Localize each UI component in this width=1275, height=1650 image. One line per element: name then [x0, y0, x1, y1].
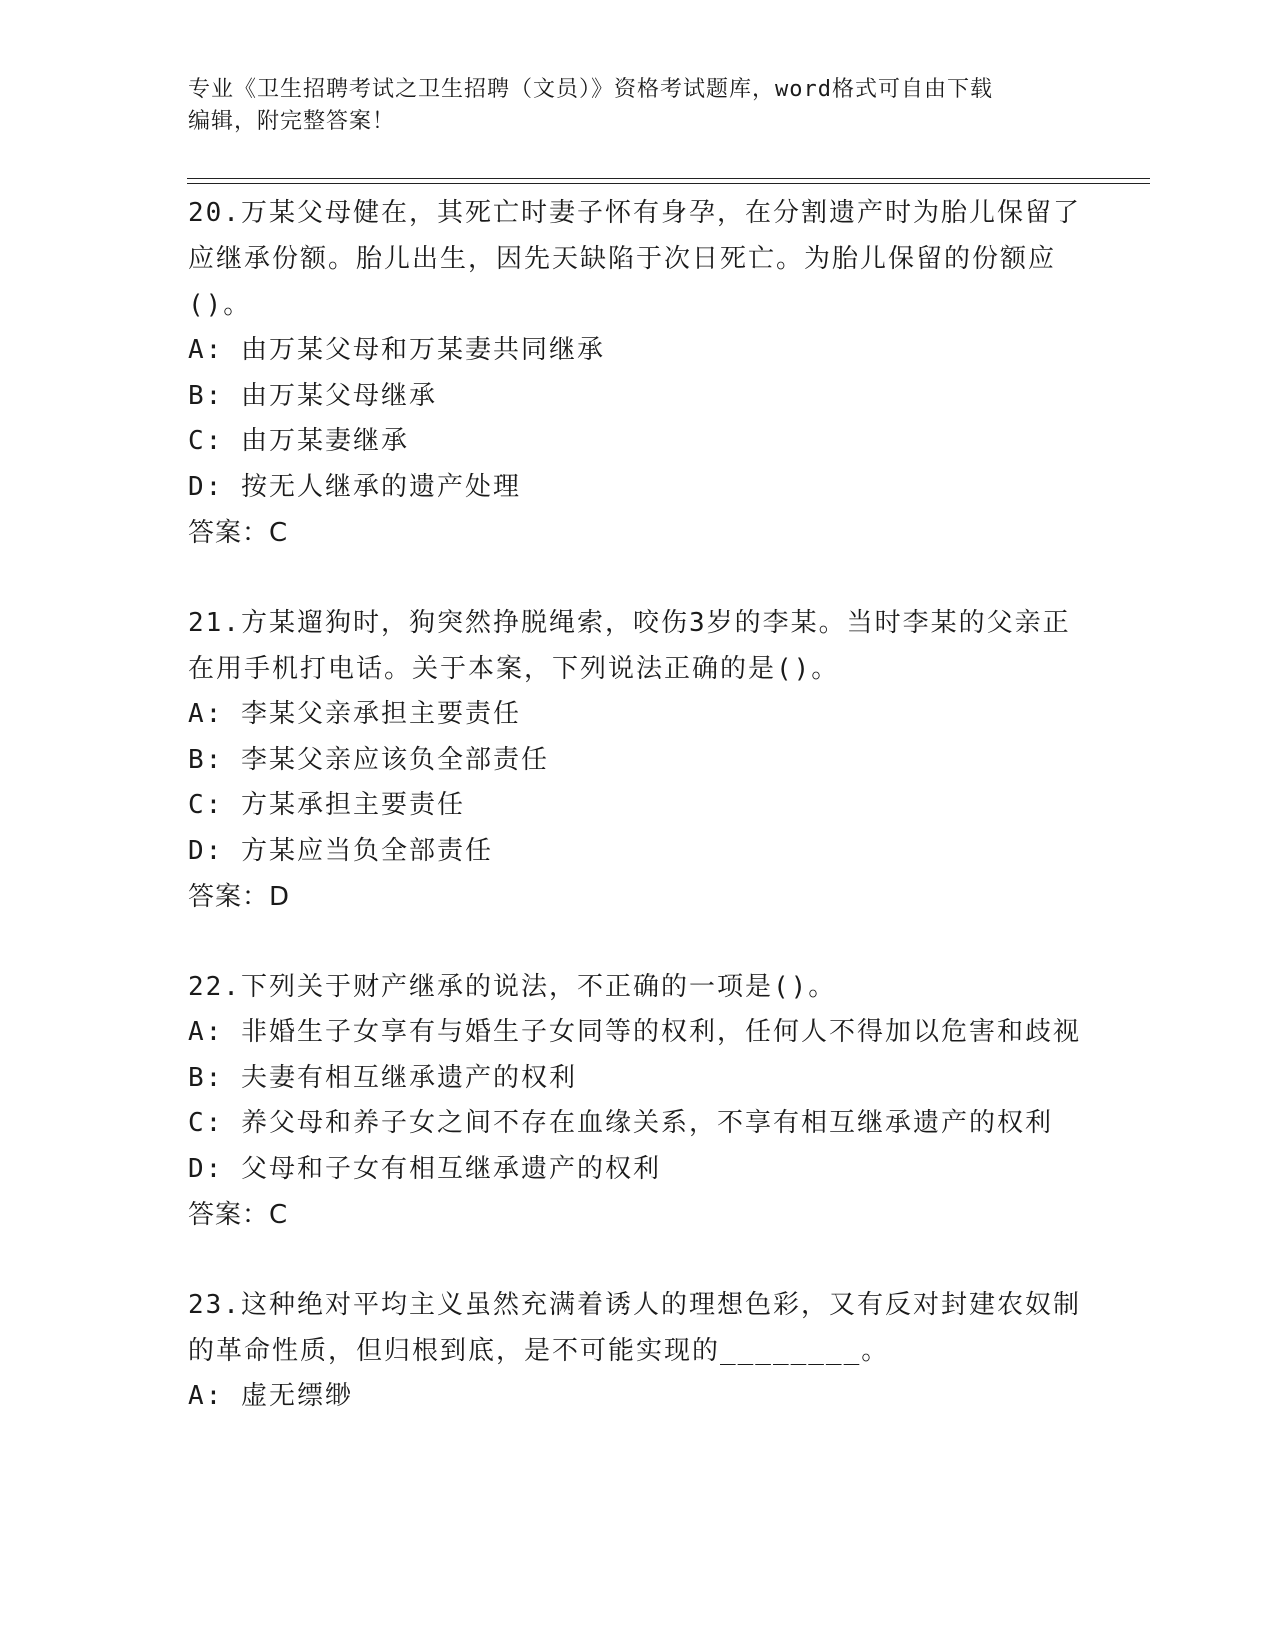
- answer-label: 答案：C: [188, 1200, 289, 1230]
- question-list: [188, 190, 1088, 1420]
- question-text: 20.万某父母健在，其死亡时妻子怀有身孕，在分割遗产时为胎儿保留了应继承份额。胎儿出生，因先天缺陷于次日死亡。为胎儿保留的份额应()。: [188, 198, 1081, 320]
- spacer: [188, 1238, 1088, 1282]
- option-b: B: 由万某父母继承: [188, 380, 437, 411]
- question-22: [188, 964, 1088, 1238]
- question-21: [188, 600, 1088, 920]
- header-divider-top: [187, 178, 1150, 179]
- option-a: A: 非婚生子女享有与婚生子女同等的权利，任何人不得加以危害和歧视: [188, 1017, 1081, 1047]
- option-a: A: 虚无缥缈: [188, 1381, 353, 1411]
- option-c: C: 由万某妻继承: [188, 426, 409, 456]
- answer-label: 答案：C: [188, 518, 289, 548]
- option-b: B: 李某父亲应该负全部责任: [188, 744, 549, 775]
- option-a: A: 由万某父母和万某妻共同继承: [188, 335, 605, 365]
- question-text: 21.方某遛狗时，狗突然挣脱绳索，咬伤3岁的李某。当时李某的父亲正在用手机打电话。关于本案，下列说法正确的是()。: [188, 608, 1071, 684]
- option-a: A: 李某父亲承担主要责任: [188, 699, 521, 729]
- header-divider-bottom: [187, 183, 1150, 184]
- option-d: D: 父母和子女有相互继承遗产的权利: [188, 1153, 661, 1184]
- option-b: B: 夫妻有相互继承遗产的权利: [188, 1062, 577, 1093]
- option-d: D: 按无人继承的遗产处理: [188, 471, 521, 502]
- header-line-1: 专业《卫生招聘考试之卫生招聘（文员）》资格考试题库，word格式可自由下载: [188, 77, 993, 102]
- question-20: [188, 190, 1088, 556]
- document-header: [188, 74, 1088, 138]
- question-text: 22.下列关于财产继承的说法，不正确的一项是()。: [188, 972, 837, 1002]
- spacer: [188, 920, 1088, 964]
- header-line-2: 编辑，附完整答案！: [188, 109, 396, 134]
- question-text: 23.这种绝对平均主义虽然充满着诱人的理想色彩，又有反对封建农奴制的革命性质，但归根到底，是不可能实现的________。: [188, 1290, 1081, 1366]
- option-c: C: 方某承担主要责任: [188, 790, 465, 820]
- option-c: C: 养父母和养子女之间不存在血缘关系，不享有相互继承遗产的权利: [188, 1108, 1053, 1138]
- option-d: D: 方某应当负全部责任: [188, 835, 493, 866]
- spacer: [188, 556, 1088, 600]
- question-23: [188, 1282, 1088, 1420]
- answer-label: 答案：D: [188, 882, 291, 912]
